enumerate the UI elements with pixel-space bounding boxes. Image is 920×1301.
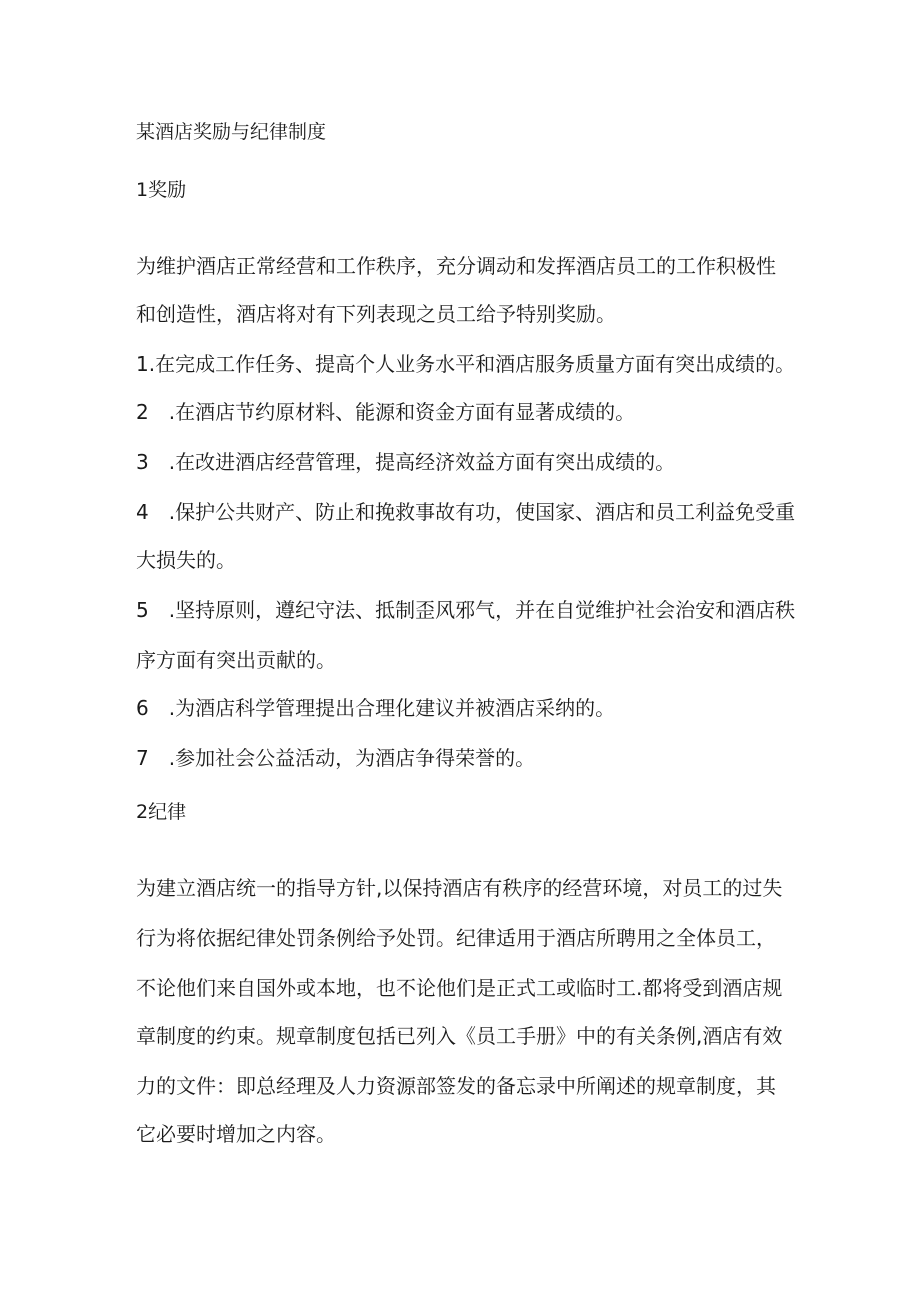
reward-item-5-line-2: 序方面有突出贡献的。 (136, 648, 336, 672)
reward-item-6: 6 .为酒店科学管理提出合理化建议并被酒店采纳的。 (136, 696, 616, 720)
reward-item-2: 2 .在酒店节约原材料、能源和资金方面有显著成绩的。 (136, 400, 636, 424)
reward-item-4-line-2: 大损失的。 (136, 548, 236, 572)
section-heading-discipline: 2纪律 (136, 801, 187, 823)
reward-item-3: 3 .在改进酒店经营管理，提高经济效益方面有突出成绩的。 (136, 450, 676, 474)
discipline-line-5: 力的文件：即总经理及人力资源部签发的备忘录中所阐述的规章制度，其 (136, 1074, 776, 1098)
discipline-line-1: 为建立酒店统一的指导方针,以保持酒店有秩序的经营环境，对员工的过失 (136, 876, 783, 900)
reward-item-4-line-1: 4 .保护公共财产、防止和挽救事故有功，使国家、酒店和员工利益免受重 (136, 500, 796, 524)
reward-intro-line-1: 为维护酒店正常经营和工作秩序，充分调动和发挥酒店员工的工作积极性 (136, 254, 776, 278)
discipline-line-3: 不论他们来自国外或本地，也不论他们是正式工或临时工.都将受到酒店规 (136, 976, 783, 1000)
section-heading-reward: 1奖励 (136, 179, 187, 201)
reward-item-7: 7 .参加社会公益活动，为酒店争得荣誉的。 (136, 746, 536, 770)
reward-item-1: 1.在完成工作任务、提高个人业务水平和酒店服务质量方面有突出成绩的。 (136, 352, 796, 376)
discipline-line-2: 行为将依据纪律处罚条例给予处罚。纪律适用于酒店所聘用之全体员工， (136, 926, 776, 950)
reward-intro-line-2: 和创造性，酒店将对有下列表现之员工给予特别奖励。 (136, 302, 616, 326)
discipline-line-6: 它必要时增加之内容。 (136, 1122, 336, 1146)
discipline-line-4: 章制度的约束。规章制度包括已列入《员工手册》中的有关条例,酒店有效 (136, 1024, 783, 1048)
document-title: 某酒店奖励与纪律制度 (136, 121, 327, 143)
reward-item-5-line-1: 5 .坚持原则，遵纪守法、抵制歪风邪气，并在自觉维护社会治安和酒店秩 (136, 598, 796, 622)
